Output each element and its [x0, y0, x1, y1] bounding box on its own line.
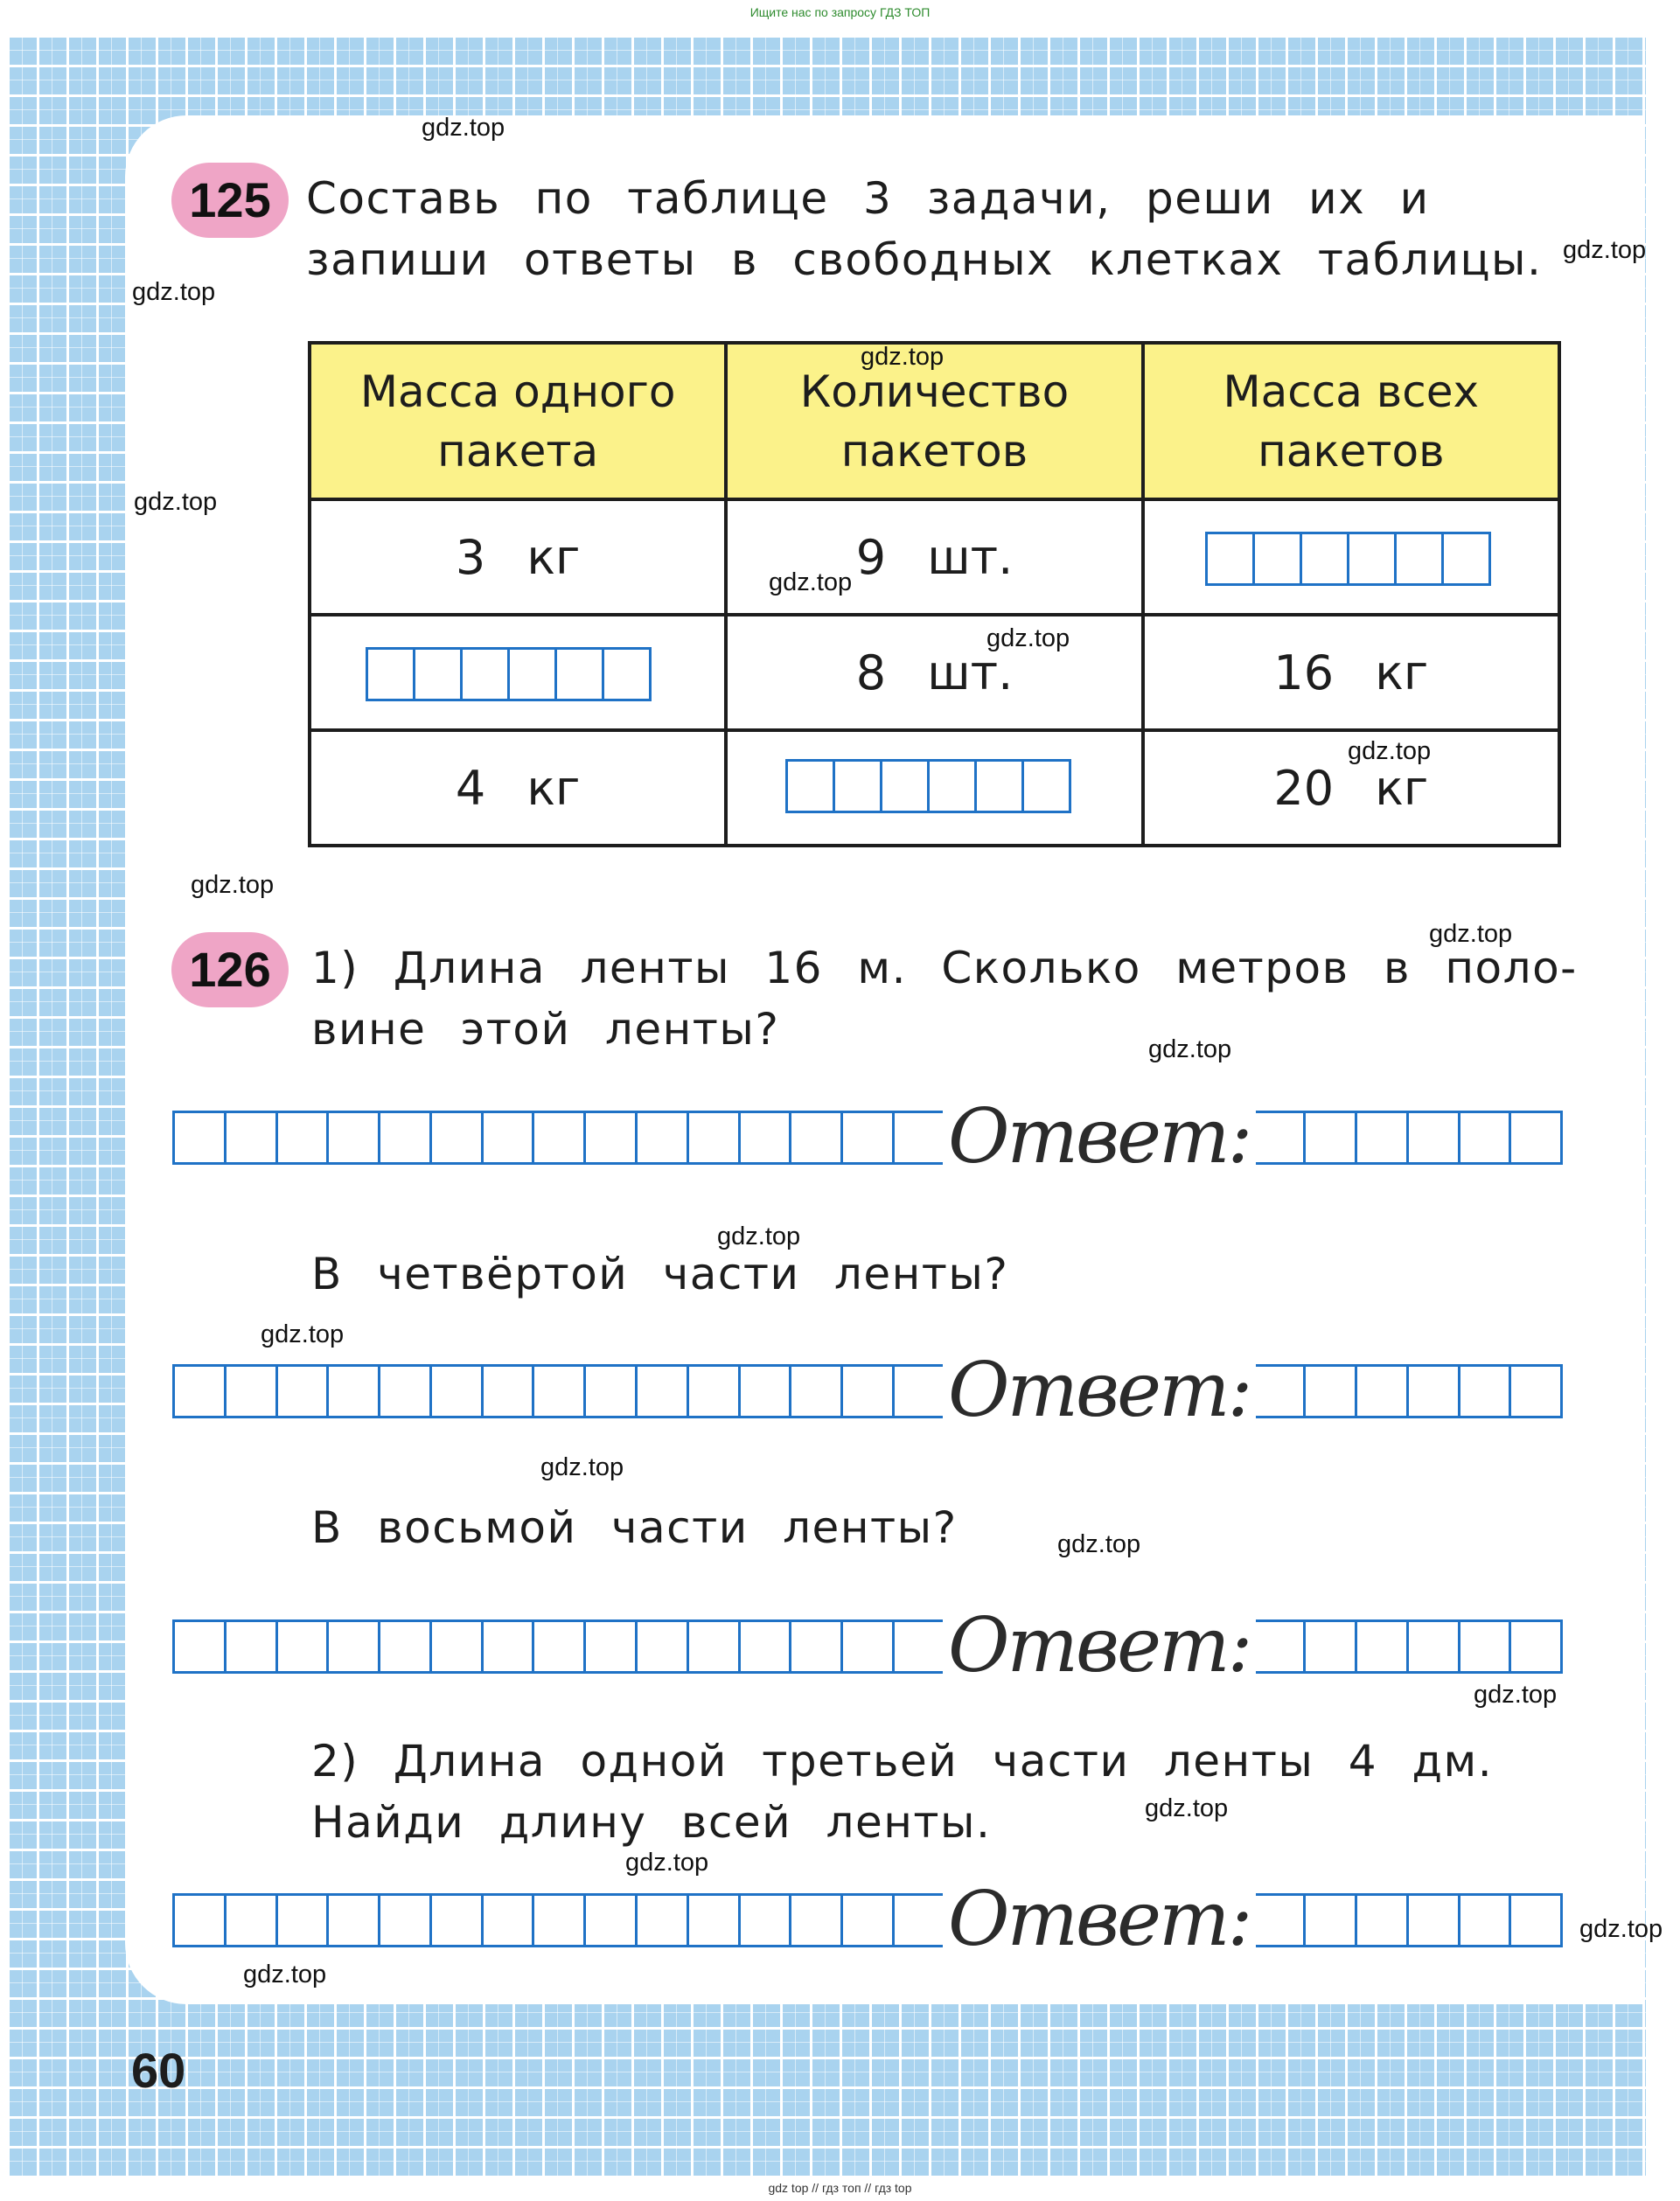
top-notice: Ищите нас по запросу ГДЗ ТОП: [749, 5, 931, 19]
answer-row-whole[interactable]: [172, 1893, 1563, 1947]
watermark: gdz.top: [261, 1320, 345, 1348]
task-125-text-line1: Составь по таблице 3 задачи, реши их и: [306, 173, 1430, 224]
watermark: gdz.top: [625, 1849, 709, 1877]
watermark: gdz.top: [243, 1961, 327, 1989]
task-126-q4-line1: 2) Длина одной третьей части ленты 4 дм.: [311, 1736, 1494, 1787]
answer-label: Ответ:: [943, 1876, 1256, 1963]
watermark: gdz.top: [1348, 737, 1432, 765]
watermark: gdz.top: [1579, 1915, 1663, 1943]
task-126-q3: В восьмой части ленты?: [311, 1502, 958, 1553]
watermark: gdz.top: [1474, 1681, 1558, 1709]
answer-row-half[interactable]: [172, 1111, 1563, 1165]
answer-box-r1[interactable]: [1205, 532, 1491, 586]
watermark: gdz.top: [1429, 920, 1513, 948]
page-number: 60: [131, 2043, 186, 2098]
answer-row-quarter[interactable]: [172, 1364, 1563, 1418]
watermark: gdz.top: [861, 343, 945, 371]
answer-row-eighth[interactable]: [172, 1619, 1563, 1674]
watermark: gdz.top: [1057, 1530, 1141, 1558]
answer-box-r3[interactable]: [785, 759, 1071, 813]
watermark: gdz.top: [717, 1222, 801, 1250]
cell-r3-mass-all: 20 кг: [1143, 730, 1559, 846]
task-125-text-line2: запиши ответы в свободных клетках таблицы.: [306, 234, 1543, 285]
task-126-badge: 126: [171, 932, 289, 1007]
cell-r3-mass-one: 4 кг: [310, 730, 726, 846]
task-125-badge: 125: [171, 163, 289, 238]
answer-box-r2[interactable]: [366, 647, 652, 701]
watermark: gdz.top: [132, 278, 216, 306]
header-mass-all: Масса всех пакетов: [1143, 343, 1559, 499]
answer-label: Ответ:: [943, 1093, 1256, 1181]
watermark: gdz.top: [191, 871, 275, 899]
header-mass-one: Масса одного пакета: [310, 343, 726, 499]
cell-r1-mass-one: 3 кг: [310, 499, 726, 615]
watermark: gdz.top: [422, 114, 505, 142]
answer-label: Ответ:: [943, 1347, 1256, 1434]
watermark: gdz.top: [1148, 1035, 1232, 1063]
task-126-q2: В четвёртой части ленты?: [311, 1249, 1009, 1299]
watermark: gdz.top: [1563, 236, 1647, 264]
watermark: gdz.top: [134, 488, 218, 516]
task-126-q1-line1: 1) Длина ленты 16 м. Сколько метров в поло-: [311, 943, 1578, 993]
watermark: gdz.top: [1145, 1794, 1229, 1822]
cell-r1-count: 9 шт.: [726, 499, 1142, 615]
watermark: gdz.top: [986, 624, 1070, 652]
cell-r2-count: 8 шт.: [726, 615, 1142, 730]
task-126-q4-line2: Найди длину всей ленты.: [311, 1797, 992, 1848]
header-count: Количество пакетов: [726, 343, 1142, 499]
watermark: gdz.top: [540, 1453, 624, 1481]
answer-label: Ответ:: [943, 1602, 1256, 1689]
watermark: gdz.top: [769, 568, 853, 596]
bottom-notice: gdz top // гдз топ // гдз top: [768, 2181, 912, 2195]
cell-r2-mass-all: 16 кг: [1143, 615, 1559, 730]
task-126-q1-line2: вине этой ленты?: [311, 1004, 780, 1055]
